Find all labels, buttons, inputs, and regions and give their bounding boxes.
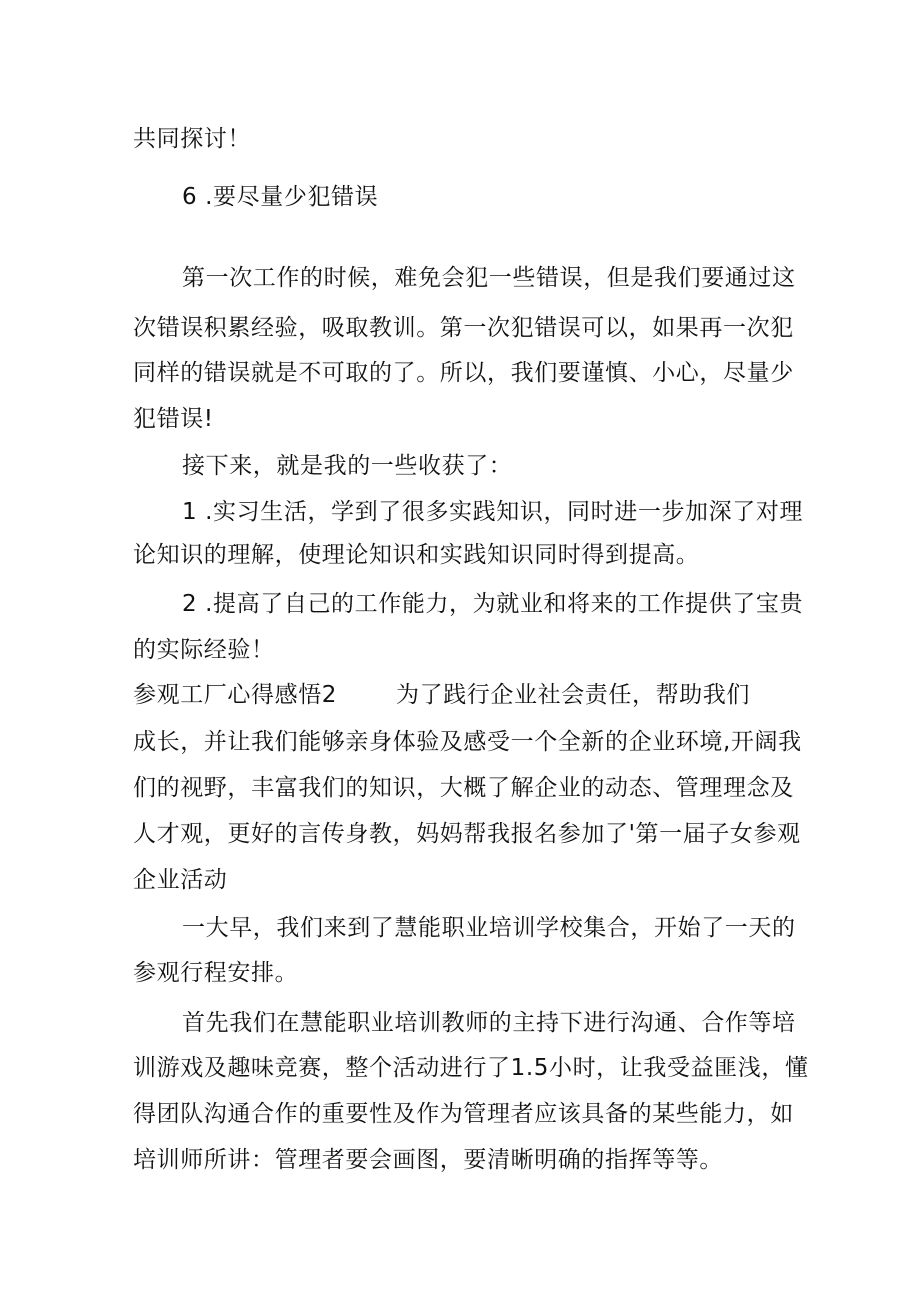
text-line: 成长，并让我们能够亲身体验及感受一个全新的企业环境,开阔我: [133, 729, 802, 755]
text-line: 论知识的理解，使理论知识和实践知识同时得到提高。: [133, 542, 700, 568]
text-line: 1 .实习生活，学到了很多实践知识，同时进一步加深了对理: [182, 499, 804, 525]
text-line: 得团队沟通合作的重要性及作为管理者应该具备的某些能力，如: [133, 1101, 794, 1127]
text-line: 犯错误!: [133, 406, 214, 432]
text-line: 接下来，就是我的一些收获了：: [182, 453, 513, 479]
text-line: 的实际经验！: [133, 637, 275, 663]
text-line: 共同探讨！: [133, 126, 251, 152]
text-line: 训游戏及趣味竞赛，整个活动进行了1.5小时，让我受益匪浅，懂: [133, 1055, 809, 1081]
text-line: 们的视野，丰富我们的知识，大概了解企业的动态、管理理念及: [133, 775, 794, 801]
article-title: 参观工厂心得感悟2: [133, 682, 338, 708]
text-line: 为了践行企业社会责任，帮助我们: [396, 682, 750, 708]
text-line: 培训师所讲：管理者要会画图，要清晰明确的指挥等等。: [133, 1147, 723, 1173]
text-line: 参观行程安排。: [133, 960, 299, 986]
text-line: 2 .提高了自己的工作能力，为就业和将来的工作提供了宝贵: [182, 591, 804, 617]
text-line: 第一次工作的时候，难免会犯一些错误，但是我们要通过这: [182, 265, 796, 291]
text-line: 次错误积累经验，吸取教训。第一次犯错误可以，如果再一次犯: [133, 315, 794, 341]
text-line: 人才观，更好的言传身教，妈妈帮我报名参加了'第一届子女参观: [133, 821, 801, 847]
text-line: 企业活动: [133, 867, 228, 893]
text-line: 一大早，我们来到了慧能职业培训学校集合，开始了一天的: [182, 915, 796, 941]
text-line: 同样的错误就是不可取的了。所以，我们要谨慎、小心，尽量少: [133, 360, 794, 386]
section-heading: 6 .要尽量少犯错误: [182, 184, 379, 210]
text-line: 首先我们在慧能职业培训教师的主持下进行沟通、合作等培: [182, 1010, 796, 1036]
